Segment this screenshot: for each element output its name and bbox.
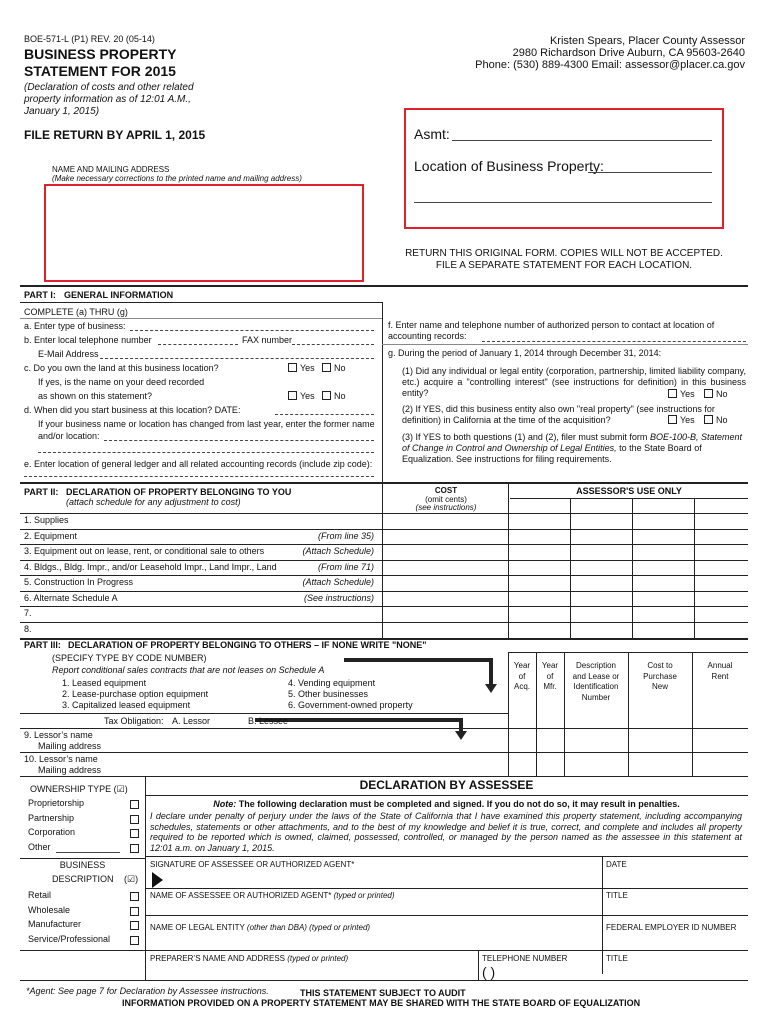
see-instructions: (see instructions) — [415, 503, 477, 512]
declaration-title: DECLARATION BY ASSESSEE — [359, 778, 534, 792]
q-g3-submit-form: (3) If YES to both questions (1) and (2), filer must submit form BOE-100-B, Statement of Change in Control and Ownership of Legal Entities, to the State Board of Equalization. See instructions for filing requirements. — [402, 432, 742, 464]
code-3: 3. Capitalized leased equipment — [62, 700, 191, 710]
tax-lessee-option[interactable]: B. Lessee — [248, 716, 289, 726]
col-cost-new: Cost to Purchase New — [643, 661, 677, 691]
g2-no[interactable]: No — [704, 415, 728, 425]
q-g2-real-property: (2) If YES, did this business entity also own "real property" (see instructions for definition) in California at the time of the acquisition? — [402, 404, 715, 425]
part2-row-label: 3. Equipment out on lease, rent, or conditional sale to others — [24, 546, 265, 556]
assessors-use-only: ASSESSOR'S USE ONLY — [576, 486, 682, 496]
deed-yes[interactable]: Yes — [288, 391, 315, 401]
play-arrow-icon — [152, 872, 163, 888]
mailing-address-note: (Make necessary corrections to the printed name and mailing address) — [52, 174, 302, 183]
declaration-body: I declare under penalty of perjury under the laws of the State of California that I have examined this property statement, including accompanying schedules, statements or other attachments, and to the best of my knowledge and belief it is true, correct, and complete and includes all property required to be reported which is owned, claimed, possessed, controlled, or managed by the person named as the assessee in this statement at 12:01 a.m. on January 1, 2015. — [150, 811, 742, 853]
q-a-business-type: a. Enter type of business: — [24, 321, 126, 331]
g1-yes[interactable]: Yes — [668, 389, 695, 399]
q-c-own-land: c. Do you own the land at this business location? — [24, 363, 219, 373]
part2-row-reference: (See instructions) — [303, 592, 374, 603]
deed-question-line1: If yes, is the name on your deed recorded — [38, 377, 205, 387]
ownership-checkbox[interactable] — [130, 829, 139, 838]
assessor-name: Kristen Spears, Placer County Assessor — [549, 35, 745, 47]
own-land-no[interactable]: No — [322, 363, 346, 373]
report-conditional: Report conditional sales contracts that are not leases on Schedule A — [52, 665, 325, 675]
business-option-label: Manufacturer — [28, 919, 82, 929]
business-title: BUSINESS — [59, 860, 106, 870]
audit-notice: THIS STATEMENT SUBJECT TO AUDIT — [300, 988, 466, 998]
date-label: DATE — [606, 860, 627, 869]
omit-cents: (omit cents) — [425, 495, 467, 504]
part2-subheading: (attach schedule for any adjustment to cost) — [66, 497, 241, 507]
form-title-line1: BUSINESS PROPERTY — [24, 46, 177, 62]
own-land-yes[interactable]: Yes — [288, 363, 315, 373]
declaration-note: Note: The following declaration must be completed and signed. If you do not do so, it may result in penalties. — [213, 799, 680, 809]
specify-type: (SPECIFY TYPE BY CODE NUMBER) — [52, 653, 207, 663]
preparer-title-label: TITLE — [606, 954, 628, 963]
code-2: 2. Lease-purchase option equipment — [62, 689, 209, 699]
part2-row-label: 5. Construction In Progress — [24, 577, 134, 587]
g2-yes[interactable]: Yes — [668, 415, 695, 425]
signature-field[interactable] — [170, 868, 598, 888]
q-e-ledger-location: e. Enter location of general ledger and all related accounting records (include zip code): — [24, 459, 373, 469]
ownership-other-field[interactable] — [56, 852, 120, 853]
q-d-start-date: d. When did you start business at this location? DATE: — [24, 405, 241, 415]
assessor-address: 2980 Richardson Drive Auburn, CA 95603-2640 — [512, 47, 745, 59]
code-6: 6. Government-owned property — [288, 700, 413, 710]
part2-row-label: 2. Equipment — [24, 530, 78, 541]
description-mark: (☑) — [124, 874, 139, 884]
email-label: E-Mail Address — [38, 349, 99, 359]
ownership-checkbox[interactable] — [130, 800, 139, 809]
file-return-deadline: FILE RETURN BY APRIL 1, 2015 — [24, 128, 206, 142]
business-checkbox[interactable] — [130, 936, 139, 945]
former-name-line1: If your business name or location has changed from last year, enter the former name — [38, 419, 375, 429]
line10-lessor-name: 10. Lessor’s name — [24, 754, 98, 764]
q-g-period: g. During the period of January 1, 2014 through December 31, 2014: — [388, 348, 662, 358]
col-year-acq: Year of Acq. — [513, 661, 531, 691]
ownership-option-label: Proprietorship — [28, 798, 85, 808]
agent-name-label: NAME OF ASSESSEE OR AUTHORIZED AGENT* (typed or printed) — [150, 891, 395, 900]
fax-label: FAX number — [242, 335, 293, 345]
description-title: DESCRIPTION — [52, 874, 114, 884]
agent-footnote: *Agent: See page 7 for Declaration by Assessee instructions. — [26, 986, 269, 996]
tax-lessor-option[interactable]: A. Lessor — [172, 716, 211, 726]
q-g1-controlling-interest: (1) Did any individual or legal entity (corporation, partnership, limited liability company, etc.) acquire a "controlling interest" (see instructions for definition) in this business entity? — [402, 366, 746, 398]
part2-row-reference: (Attach Schedule) — [302, 546, 374, 556]
deed-question-line2: as shown on this statement? — [38, 391, 153, 401]
code-1: 1. Leased equipment — [62, 678, 147, 688]
part2-row-reference: (Attach Schedule) — [302, 577, 374, 587]
col-annual-rent: Annual Rent — [707, 661, 733, 681]
part2-row-label: 7. — [24, 608, 32, 618]
part3-heading: DECLARATION OF PROPERTY BELONGING TO OTHERS – IF NONE WRITE "NONE" — [68, 640, 427, 650]
telephone-label: TELEPHONE NUMBER — [482, 954, 568, 963]
shared-info-notice: INFORMATION PROVIDED ON A PROPERTY STATEMENT MAY BE SHARED WITH THE STATE BOARD OF EQUALIZATION — [122, 998, 641, 1008]
fein-label: FEDERAL EMPLOYER ID NUMBER — [606, 923, 737, 932]
part2-row-reference: (From line 71) — [317, 561, 374, 572]
business-checkbox[interactable] — [130, 921, 139, 930]
form-title-line2: STATEMENT FOR 2015 — [24, 63, 176, 79]
part1-heading: GENERAL INFORMATION — [64, 290, 174, 300]
part2-row-label: 6. Alternate Schedule A — [24, 592, 118, 603]
arrow-down-icon — [485, 684, 497, 693]
telephone-field[interactable]: ( ) — [482, 964, 496, 980]
preparer-label: PREPARER’S NAME AND ADDRESS (typed or printed) — [150, 954, 349, 963]
q-f-contact-person: f. Enter name and telephone number of authorized person to contact at location of accounting records: — [388, 320, 715, 341]
part2-row-label: 8. — [24, 623, 32, 634]
legal-entity-label: NAME OF LEGAL ENTITY (other than DBA) (typed or printed) — [150, 923, 371, 932]
assessor-contact: Phone: (530) 889-4300 Email: assessor@placer.ca.gov — [475, 59, 745, 71]
deed-no[interactable]: No — [322, 391, 346, 401]
ownership-type-title: OWNERSHIP TYPE (☑) — [30, 784, 128, 794]
ownership-option-label: Other — [28, 841, 51, 852]
cost-header: COST — [434, 486, 458, 495]
business-checkbox[interactable] — [130, 892, 139, 901]
arrow-down-icon — [455, 731, 467, 740]
notice-original: RETURN THIS ORIGINAL FORM. COPIES WILL NOT BE ACCEPTED. — [405, 248, 723, 259]
part1-complete: COMPLETE (a) THRU (g) — [24, 307, 128, 317]
business-option-label: Service/Professional — [28, 933, 111, 944]
code-4: 4. Vending equipment — [288, 678, 376, 688]
form-id: BOE-571-L (P1) REV. 20 (05-14) — [24, 34, 155, 44]
ownership-option-label: Corporation — [28, 827, 76, 837]
mailing-address-label: NAME AND MAILING ADDRESS — [52, 165, 170, 174]
line9-mailing-address: Mailing address — [38, 741, 102, 751]
location-label: Location of Business Property: — [414, 158, 604, 174]
g1-no[interactable]: No — [704, 389, 728, 399]
form-subtitle: (Declaration of costs and other related property information as of 12:01 A.M., January 1, 2015) — [24, 82, 194, 117]
part2-row-label: 1. Supplies — [24, 515, 69, 525]
part3-number: PART III: — [24, 640, 61, 650]
notice-separate: FILE A SEPARATE STATEMENT FOR EACH LOCATION. — [435, 260, 693, 271]
line9-lessor-name: 9. Lessor’s name — [24, 730, 93, 740]
title-label: TITLE — [606, 891, 628, 900]
part2-heading: DECLARATION OF PROPERTY BELONGING TO YOU — [66, 487, 292, 497]
part2-row-label: 4. Bldgs., Bldg. Impr., and/or Leasehold Impr., Land Impr., Land — [24, 561, 277, 572]
former-name-line2: and/or location: — [38, 431, 100, 441]
code-5: 5. Other businesses — [288, 689, 369, 699]
q-b-telephone: b. Enter local telephone number — [24, 335, 152, 345]
col-year-mfr: Year of Mfr. — [541, 661, 559, 691]
tax-obligation-label: Tax Obligation: — [104, 716, 164, 726]
part1-number: PART I: — [24, 290, 56, 300]
signature-label: SIGNATURE OF ASSESSEE OR AUTHORIZED AGENT* — [150, 860, 355, 869]
asmt-label: Asmt: — [414, 126, 450, 142]
part2-row-reference: (From line 35) — [317, 530, 374, 541]
business-option-label: Retail — [28, 890, 52, 900]
business-option-label: Wholesale — [28, 904, 71, 915]
ownership-option-label: Partnership — [28, 812, 75, 823]
ownership-checkbox[interactable] — [130, 815, 139, 824]
part2-number: PART II: — [24, 487, 59, 497]
col-description: Description and Lease or Identification Number — [572, 661, 620, 702]
date-field[interactable] — [606, 868, 744, 888]
business-checkbox[interactable] — [130, 907, 139, 916]
ownership-checkbox[interactable] — [130, 844, 139, 853]
line10-mailing-address: Mailing address — [38, 765, 102, 775]
